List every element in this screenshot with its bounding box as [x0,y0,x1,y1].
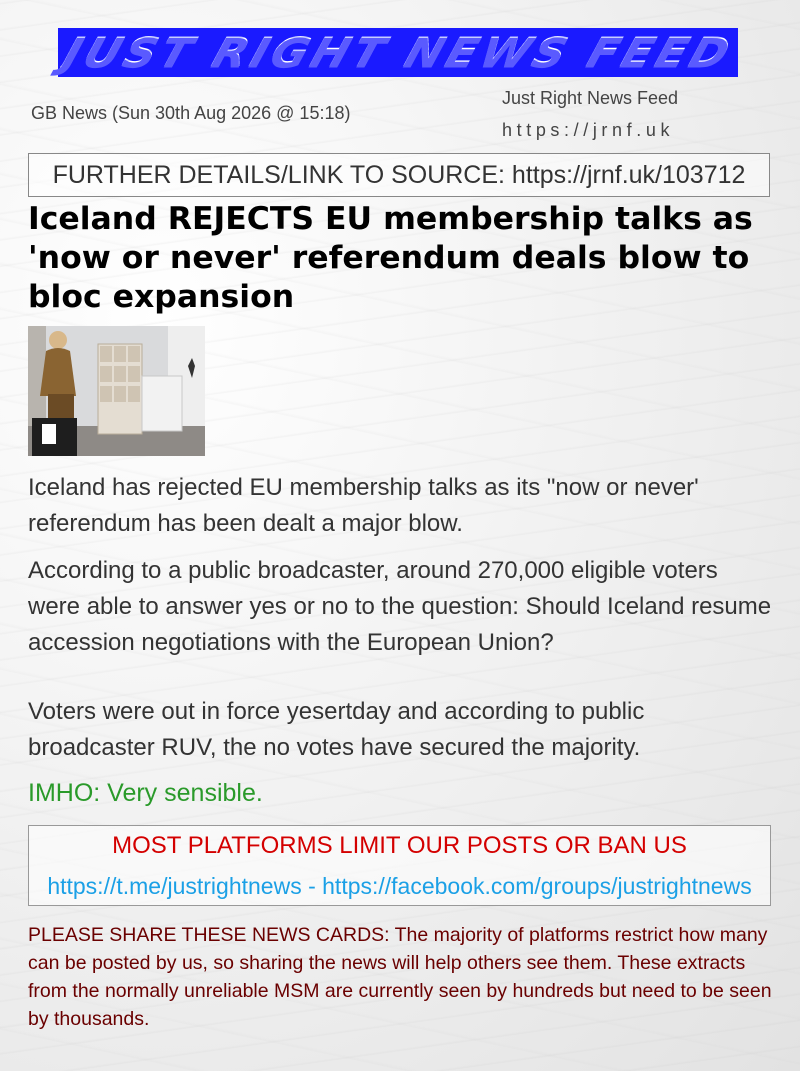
platform-notice-title: MOST PLATFORMS LIMIT OUR POSTS OR BAN US [112,832,687,859]
article-paragraph: Iceland has rejected EU membership talks as its "now or never' referendum has been dealt a major blow. [28,474,699,537]
editor-opinion: IMHO: Very sensible. [28,779,263,807]
article-headline: Iceland REJECTS EU membership talks as 'now or never' referendum deals blow to bloc expansion [28,201,753,315]
social-links[interactable]: https://t.me/justrightnews - https://facebook.com/groups/justrightnews [47,873,752,899]
source-link-box[interactable] [28,153,770,197]
site-banner [58,28,738,77]
share-appeal: PLEASE SHARE THESE NEWS CARDS: The majority of platforms restrict how many can be posted by us, so sharing the news will help others see them. These extracts from the normally unreliable MSM are currently seen by hundreds but need to be seen by thousands. [28,924,772,1030]
article-photo [28,326,205,456]
article-paragraph: Voters were out in force yesertday and according to public broadcaster RUV, the no votes have secured the majority. [28,698,645,761]
source-link-text[interactable]: FURTHER DETAILS/LINK TO SOURCE: https://jrnf.uk/103712 [52,160,746,189]
brand-url[interactable]: https://jrnf.uk [502,120,675,140]
source-line: GB News (Sun 30th Aug 2026 @ 15:18) [31,103,351,123]
article-paragraph: According to a public broadcaster, around 270,000 eligible voters were able to answer yes or no to the question: Should Iceland resume accession negotiations with the European Union? [28,557,772,656]
brand-name: Just Right News Feed [502,88,679,108]
platform-notice-box [28,825,771,906]
site-banner-title: JUST RIGHT NEWS FEED [56,29,739,76]
